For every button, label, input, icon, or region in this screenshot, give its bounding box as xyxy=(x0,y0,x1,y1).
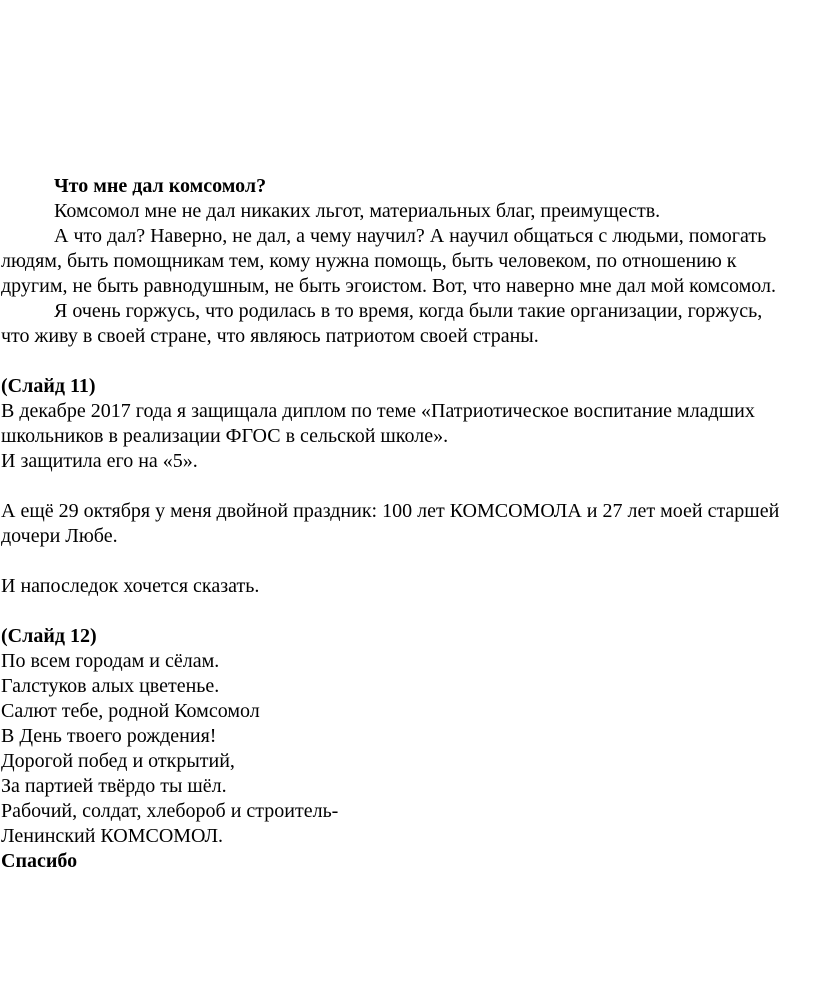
poem-line: Дорогой побед и открытий, xyxy=(1,750,235,772)
section-title: Что мне дал комсомол? xyxy=(54,175,267,197)
spacer xyxy=(1,474,791,499)
holiday-paragraph: А ещё 29 октября у меня двойной праздник: 100 лет КОМСОМОЛА и 27 лет моей старшей дочери Любе. xyxy=(1,500,780,547)
paragraph-1: Комсомол мне не дал никаких льгот, материальных благ, преимуществ. xyxy=(54,200,661,222)
poem-line: Галстуков алых цветенье. xyxy=(1,675,220,697)
paragraph-2: А что дал? Наверно, не дал, а чему научил? А научил общаться с людьми, помогать людям, быть помощникам тем, кому нужна помощь, быть человеком, по отношению к другим, не быть равнодушным, не быть эгоистом. Вот, что наверно мне дал мой комсомол. xyxy=(1,225,777,297)
document-body xyxy=(1,174,791,874)
spacer xyxy=(1,549,791,574)
poem-line: В День твоего рождения! xyxy=(1,725,217,747)
slide-11-heading: (Слайд 11) xyxy=(1,375,96,397)
poem-line: Салют тебе, родной Комсомол xyxy=(1,700,260,722)
diploma-paragraph: В декабре 2017 года я защищала диплом по теме «Патриотическое воспитание младших школьников в реализации ФГОС в сельской школе». xyxy=(1,400,755,447)
poem-line: Рабочий, солдат, хлебороб и строитель- xyxy=(1,800,339,822)
closing-intro-line: И напоследок хочется сказать. xyxy=(1,575,260,597)
poem-line: Ленинский КОМСОМОЛ. xyxy=(1,825,224,847)
slide-12-heading: (Слайд 12) xyxy=(1,625,97,647)
poem-line: По всем городам и сёлам. xyxy=(1,650,220,672)
spacer xyxy=(1,599,791,624)
poem-line: За партией твёрдо ты шёл. xyxy=(1,775,227,797)
thanks-line: Спасибо xyxy=(1,850,78,872)
paragraph-3: Я очень горжусь, что родилась в то время, когда были такие организации, горжусь, что живу в своей стране, что являюсь патриотом своей страны. xyxy=(1,300,763,347)
diploma-grade-line: И защитила его на «5». xyxy=(1,450,198,472)
spacer xyxy=(1,349,791,374)
